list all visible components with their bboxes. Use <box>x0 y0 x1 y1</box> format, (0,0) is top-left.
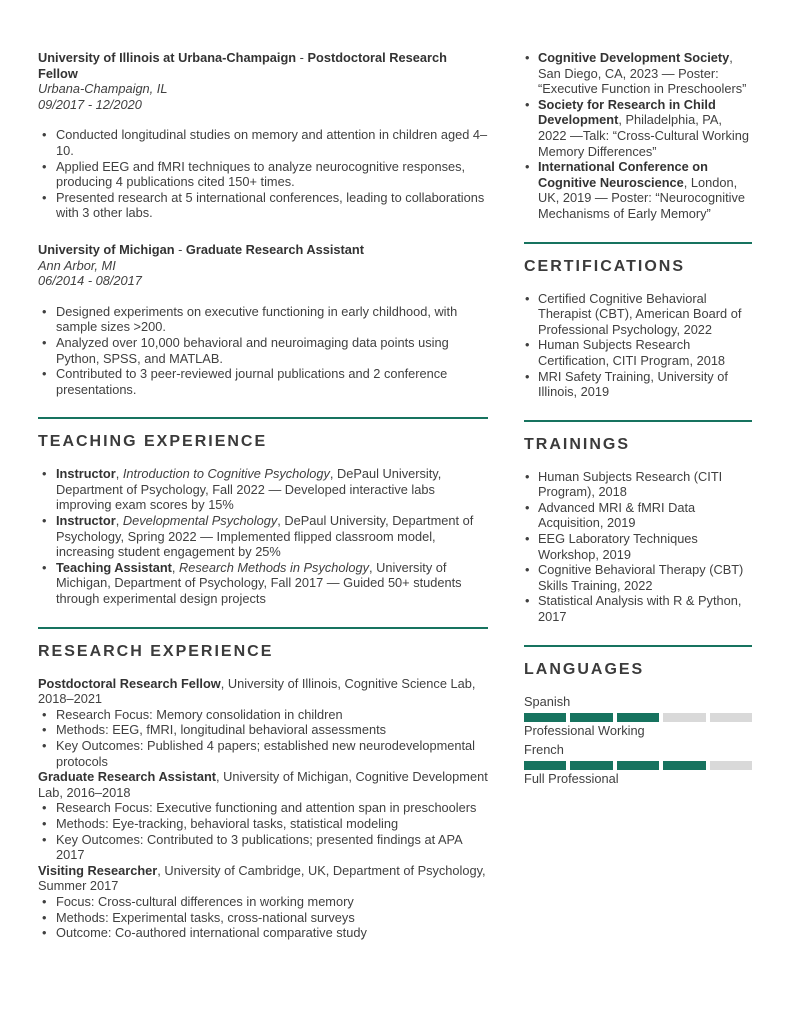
teaching-role: Instructor <box>56 466 116 482</box>
research-experience-heading: RESEARCH EXPERIENCE <box>38 642 274 660</box>
research-entry-title <box>38 769 488 800</box>
entry-dates: 09/2017 - 12/2020 <box>38 96 142 112</box>
research-role: Graduate Research Assistant <box>38 769 217 785</box>
level-segment-filled <box>570 713 612 722</box>
language-level-bar <box>524 761 752 770</box>
experience-entry-michigan <box>38 242 488 397</box>
certification-item: • Human Subjects Research Certification, CITI Program, 2018 <box>524 337 752 368</box>
level-segment-filled <box>524 761 566 770</box>
bullet-item: • Key Outcomes: Published 4 papers; established new neurodevelopmental protocols <box>38 738 488 769</box>
right-column <box>524 50 752 1004</box>
teaching-item <box>38 560 488 607</box>
bullet-item: • Research Focus: Executive functioning and attention span in preschoolers <box>38 800 488 816</box>
bullet-item: • Research Focus: Memory consolidation in children <box>38 707 488 723</box>
level-segment-filled <box>570 761 612 770</box>
conference-item <box>524 50 752 97</box>
teaching-course: Developmental Psychology <box>122 513 278 529</box>
training-item: • Statistical Analysis with R & Python, 2017 <box>524 593 752 624</box>
conference-item <box>524 159 752 221</box>
teaching-separator: , <box>171 559 180 575</box>
entry-role: Graduate Research Assistant <box>185 241 364 257</box>
research-detail: , University of Illinois, Cognitive Science Lab, 2018–2021 <box>38 675 476 707</box>
language-item-spanish <box>524 694 752 739</box>
entry-bullet-list <box>38 127 488 221</box>
teaching-role: Instructor <box>56 513 116 529</box>
conference-name: Cognitive Development Society <box>538 50 730 65</box>
bullet-item: • Analyzed over 10,000 behavioral and neuroimaging data points using Python, SPSS, and MATLAB. <box>38 335 488 366</box>
languages-heading: LANGUAGES <box>524 660 645 678</box>
teaching-detail: , DePaul University, Department of Psychology, Fall 2022 — Developed interactive labs improving exam scores by 15% <box>56 466 442 513</box>
entry-title-separator: - <box>296 50 308 65</box>
research-role: Postdoctoral Research Fellow <box>38 675 221 691</box>
teaching-item <box>38 513 488 560</box>
teaching-list <box>38 466 488 606</box>
section-divider <box>38 417 488 419</box>
section-divider <box>524 645 752 647</box>
research-entry-title <box>38 863 488 894</box>
entry-company: University of Michigan <box>38 241 175 257</box>
teaching-course: Research Methods in Psychology <box>179 559 369 575</box>
teaching-separator: , <box>115 513 123 529</box>
language-name: French <box>524 741 564 757</box>
conference-name: Society for Research in Child Development <box>538 96 716 128</box>
language-item-french <box>524 742 752 787</box>
teaching-experience-heading: TEACHING EXPERIENCE <box>38 433 268 451</box>
left-column <box>38 50 488 1004</box>
entry-title-separator: - <box>174 241 186 257</box>
training-item: • EEG Laboratory Techniques Workshop, 2019 <box>524 531 752 562</box>
entry-company: University of Illinois at Urbana-Champaign <box>38 50 297 65</box>
research-bullet-list <box>38 894 488 941</box>
conference-detail: , London, UK, 2019 — Poster: “Neurocognitive Mechanisms of Early Memory” <box>538 174 745 221</box>
entry-role: Postdoctoral Research Fellow <box>38 50 447 81</box>
certification-item: • MRI Safety Training, University of Illinois, 2019 <box>524 369 752 400</box>
language-level-label: Professional Working <box>524 722 645 738</box>
entry-title <box>38 50 488 81</box>
entry-location: Urbana-Champaign, IL <box>38 81 168 97</box>
research-entry <box>38 676 488 770</box>
conference-detail: , San Diego, CA, 2023 — Poster: “Executive Function in Preschoolers” <box>538 50 747 97</box>
level-segment-empty <box>663 713 705 722</box>
conference-item <box>524 97 752 159</box>
entry-dates: 06/2014 - 08/2017 <box>38 273 142 289</box>
language-name: Spanish <box>524 693 571 709</box>
teaching-item <box>38 466 488 513</box>
conference-list <box>524 50 752 222</box>
bullet-item: • Applied EEG and fMRI techniques to analyze neurocognitive responses, producing 4 publications cited 150+ times. <box>38 159 488 190</box>
bullet-item: • Methods: Eye-tracking, behavioral tasks, statistical modeling <box>38 816 488 832</box>
certifications-list <box>524 291 752 400</box>
experience-entry-illinois <box>38 50 488 221</box>
training-item: • Advanced MRI & fMRI Data Acquisition, 2019 <box>524 500 752 531</box>
bullet-item: • Key Outcomes: Contributed to 3 publications; presented findings at APA 2017 <box>38 832 488 863</box>
certification-item: • Certified Cognitive Behavioral Therapist (CBT), American Board of Professional Psychology, 2022 <box>524 291 752 338</box>
bullet-item: • Focus: Cross-cultural differences in working memory <box>38 894 488 910</box>
research-entry <box>38 769 488 863</box>
trainings-list <box>524 469 752 625</box>
training-item: • Cognitive Behavioral Therapy (CBT) Skills Training, 2022 <box>524 562 752 593</box>
level-segment-filled <box>524 713 566 722</box>
bullet-item: • Conducted longitudinal studies on memory and attention in children aged 4–10. <box>38 127 488 158</box>
bullet-item: • Designed experiments on executive functioning in early childhood, with sample sizes >200. <box>38 304 488 335</box>
language-level-bar <box>524 713 752 722</box>
training-item: • Human Subjects Research (CITI Program), 2018 <box>524 469 752 500</box>
bullet-item: • Methods: Experimental tasks, cross-national surveys <box>38 910 488 926</box>
entry-location: Ann Arbor, MI <box>38 257 116 273</box>
section-divider <box>38 627 488 629</box>
research-detail: , University of Michigan, Cognitive Development Lab, 2016–2018 <box>38 769 488 800</box>
research-entry <box>38 863 488 941</box>
trainings-heading: TRAININGS <box>524 435 630 453</box>
level-segment-empty <box>710 713 752 722</box>
research-detail: , University of Cambridge, UK, Department of Psychology, Summer 2017 <box>38 862 486 894</box>
section-divider <box>524 420 752 422</box>
bullet-item: • Contributed to 3 peer-reviewed journal publications and 2 conference presentations. <box>38 366 488 397</box>
teaching-detail: , DePaul University, Department of Psychology, Spring 2022 — Implemented flipped classroom model, increasing student engagement by 25% <box>56 513 474 560</box>
bullet-item: • Outcome: Co-authored international comparative study <box>38 925 488 941</box>
teaching-detail: , University of Michigan, Department of Psychology, Fall 2017 — Guided 50+ students through experimental design projects <box>56 559 462 607</box>
research-entry-title <box>38 676 488 707</box>
level-segment-filled <box>617 713 659 722</box>
language-level-label: Full Professional <box>524 770 619 786</box>
bullet-item: • Presented research at 5 international conferences, leading to collaborations with 3 other labs. <box>38 190 488 221</box>
conference-detail: , Philadelphia, PA, 2022 —Talk: “Cross-Cultural Working Memory Differences” <box>538 112 749 159</box>
level-segment-empty <box>710 761 752 770</box>
level-segment-filled <box>663 761 705 770</box>
section-divider <box>524 242 752 244</box>
teaching-course: Introduction to Cognitive Psychology <box>122 466 330 482</box>
bullet-item: • Methods: EEG, fMRI, longitudinal behavioral assessments <box>38 722 488 738</box>
certifications-heading: CERTIFICATIONS <box>524 257 686 275</box>
teaching-role: Teaching Assistant <box>56 559 172 575</box>
research-bullet-list <box>38 707 488 769</box>
conference-name: International Conference on Cognitive Neuroscience <box>538 159 708 190</box>
level-segment-filled <box>617 761 659 770</box>
research-bullet-list <box>38 800 488 862</box>
teaching-separator: , <box>115 466 123 482</box>
entry-title <box>38 242 488 258</box>
research-role: Visiting Researcher <box>38 862 158 878</box>
entry-bullet-list <box>38 304 488 398</box>
